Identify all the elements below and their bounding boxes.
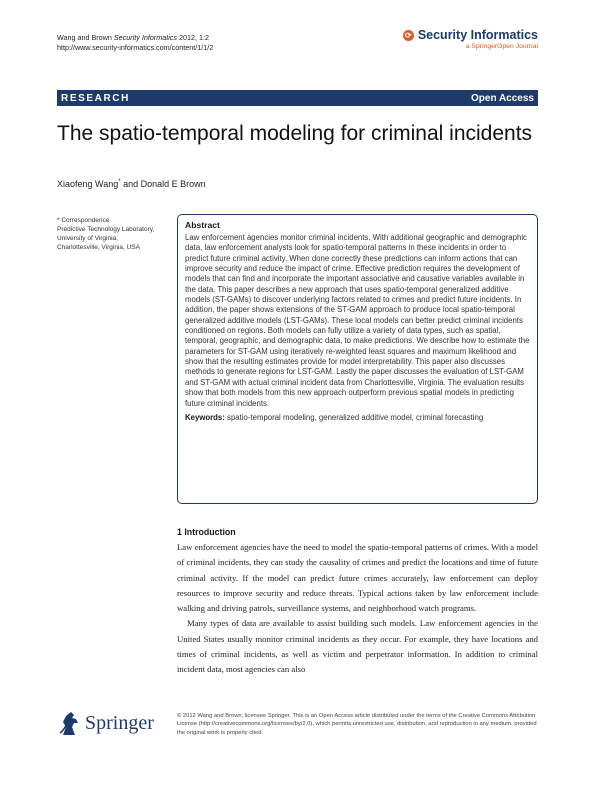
author-name-second: and Donald E Brown	[120, 179, 206, 189]
paragraph: Law enforcement agencies have the need to model the spatio-temporal patterns of crimes. With a model of criminal incidents, they can study the causality of crimes and predict the locations and time of future criminal activity. If the model can predict future crimes accurately, law enforcement can deploy resources to improve security and reduce threats. Typical actions taken by law enforcement include walking and driving patrols, surveillance systems, and neighborhood watch programs.	[177, 542, 538, 614]
keywords	[185, 413, 530, 423]
publisher-name: Springer	[85, 711, 154, 734]
article-url[interactable]: http://www.security-informatics.com/content/1/1/2	[57, 43, 214, 52]
citation-issue: 2012, 1:2	[178, 33, 209, 42]
abstract-text: Law enforcement agencies monitor criminal incidents. With additional geographic and demographic data, law enforcement analysts look for spatio-temporal patterns in these incidents in order to predict future criminal activity. When done correctly these predictions can inform actions that can improve security and reduce the impact of crime. Effective prediction requires the development of models that can find and incorporate the important associative and causative variables available in the data. This paper describes a new approach that uses spatio-temporal generalized additive models (ST-GAMs) to discover underlying factors related to crimes and predict future incidents. In addition, the paper shows extensions of the ST-GAM approach to produce local spatio-temporal generalized additive models (LST-GAMs). These local models can better predict criminal incidents conditioned on regions. Both models can fully utilize a variety of data types, such as spatial, temporal, geographic, and demographic data, to make predictions. We describe how to estimate the parameters for ST-GAM using iteratively re-weighted least squares and maximum likelihood and show that the resulting estimates provide for model interpretability. This paper also discusses methods to generate regions for LST-GAM. Lastly the paper discusses the evaluation of LST-GAM and ST-GAM with actual criminal incident data from Charlottesville, Virginia. The evaluation results show that both models from this new approach outperform previous spatial models in predicting future criminal incidents.	[185, 233, 530, 408]
open-access-badge: Open Access	[471, 92, 534, 104]
keywords-list: spatio-temporal modeling, generalized additive model, criminal forecasting	[224, 412, 484, 422]
author-list	[57, 179, 206, 189]
page-header-citation	[57, 33, 213, 53]
correspondence-mark: *	[118, 179, 121, 185]
correspondence-line: Charlottesville, Virginia, USA	[57, 244, 140, 251]
citation-journal: Security Informatics	[113, 33, 177, 42]
abstract-box	[177, 214, 538, 504]
author-name: Xiaofeng Wang	[57, 179, 119, 189]
abstract-heading: Abstract	[185, 220, 220, 230]
body-text	[177, 540, 538, 678]
section-banner	[57, 90, 538, 106]
publisher-logo	[57, 709, 154, 737]
correspondence-block	[57, 216, 177, 252]
correspondence-line: Predictive Technology Laboratory,	[57, 226, 155, 233]
citation-authors: Wang and Brown	[57, 33, 112, 42]
correspondence-label: * Correspondence	[57, 217, 110, 224]
license-text: © 2012 Wang and Brown; licensee Springer. This is an Open Access article distributed under the terms of the Creative Commons Attribution License (http://creativecommons.org/licenses/by/2.0), which permits unrestricted use, distribution, and reproduction in any medium, provided the original work is properly cited.	[177, 713, 537, 736]
section-heading: 1 Introduction	[177, 527, 236, 537]
article-title: The spatio-temporal modeling for criminal incidents	[57, 122, 533, 145]
springeropen-logo-icon: ⟳	[403, 30, 414, 41]
citation-line	[57, 33, 213, 43]
springer-horse-icon	[57, 709, 81, 737]
journal-brand-subtitle: a SpringerOpen Journal	[465, 43, 538, 50]
paragraph: Many types of data are available to assist building such models. Law enforcement agencies in the United States usually monitor criminal incidents as they occur. For example, they have locations and times of criminal incidents, as well as victim and perpetrator information. In addition to criminal incident data, most agencies can also	[177, 618, 538, 675]
correspondence-line: University of Virginia,	[57, 235, 118, 242]
keywords-label: Keywords:	[185, 412, 225, 422]
section-label: RESEARCH	[61, 92, 130, 104]
journal-brand	[403, 28, 538, 50]
journal-brand-name: Security Informatics	[417, 28, 538, 42]
